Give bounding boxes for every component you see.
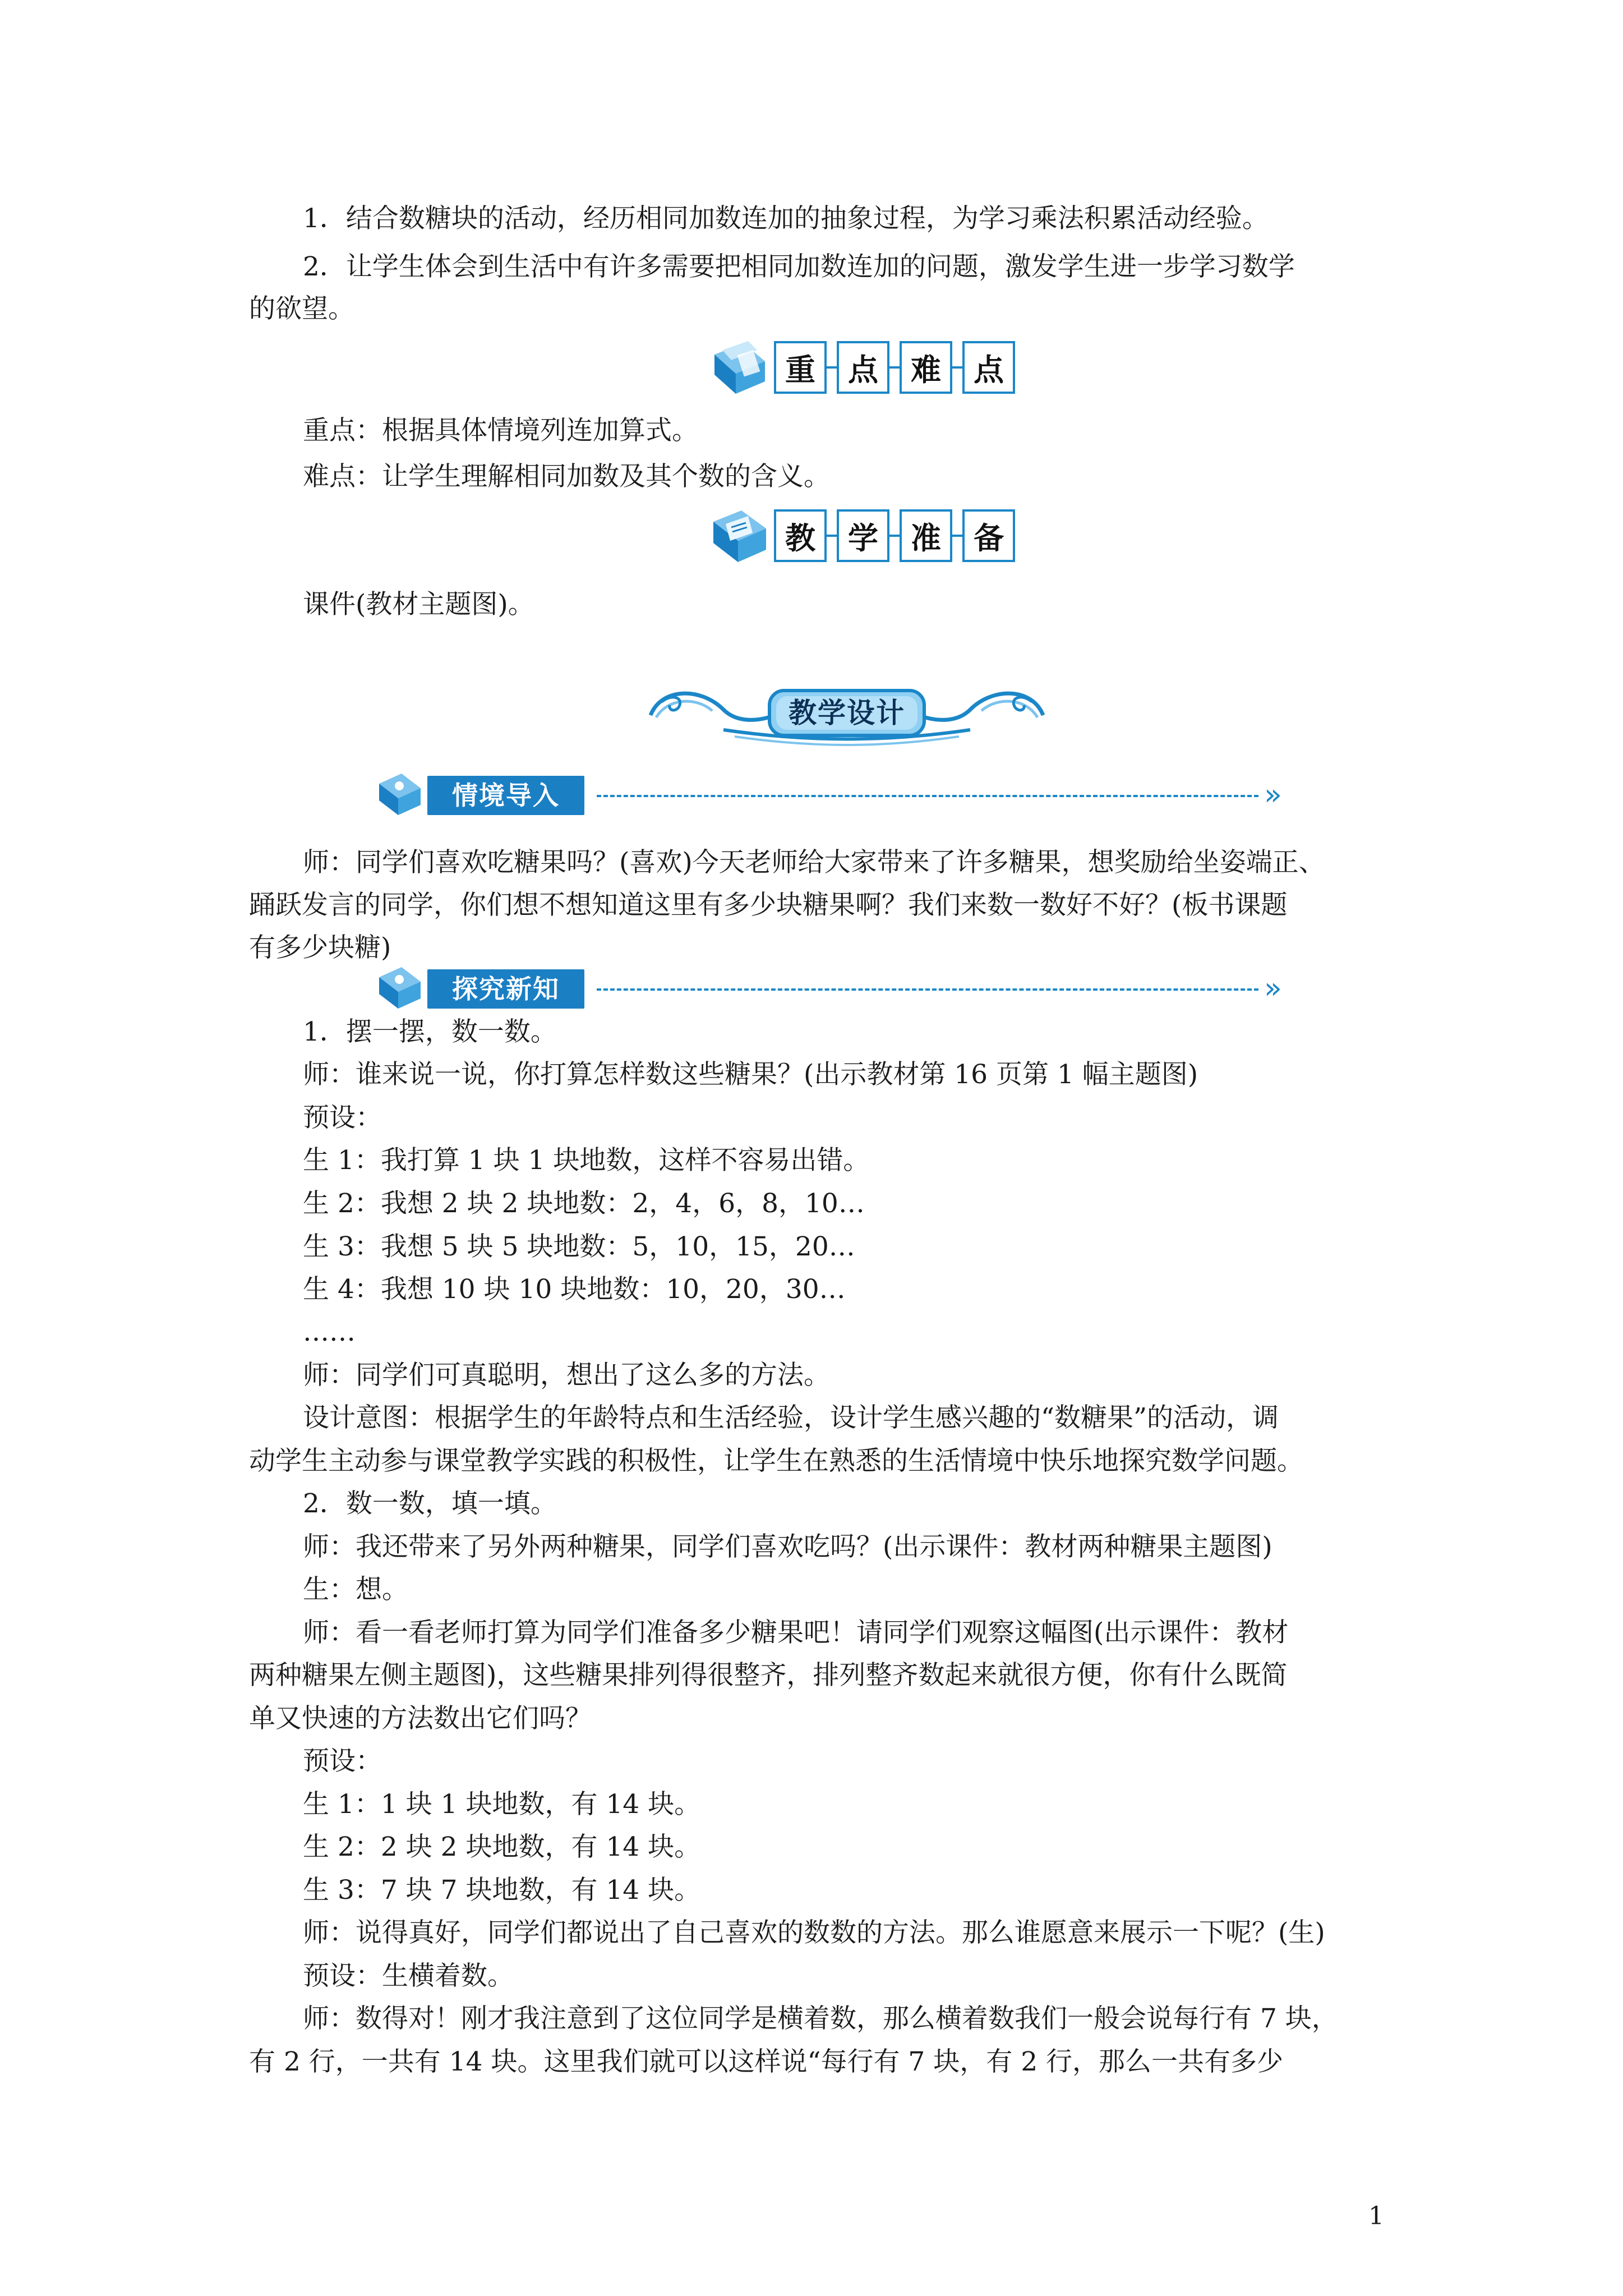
explore-line: 2．数一数，填一填。: [303, 1488, 557, 1519]
folder-icon: [709, 507, 771, 565]
badge-char: 教: [774, 509, 827, 562]
banner-title: 教学设计: [789, 697, 905, 729]
intro-line-1: 师：同学们喜欢吃糖果吗？(喜欢)今天老师给大家带来了许多糖果，想奖励给坐姿端正、: [303, 847, 1325, 878]
objective-2: 2．让学生体会到生活中有许多需要把相同加数连加的问题，激发学生进一步学习数学: [303, 251, 1295, 282]
double-chevron-icon: »: [1264, 972, 1282, 1005]
explore-line: 生 4：我想 10 块 10 块地数：10，20，30…: [303, 1274, 846, 1305]
explore-line: 1．摆一摆，数一数。: [303, 1016, 557, 1047]
explore-line: 生 3：我想 5 块 5 块地数：5，10，15，20…: [303, 1231, 855, 1262]
badge-char: 点: [837, 341, 889, 394]
explore-line: 生 1：我打算 1 块 1 块地数，这样不容易出错。: [303, 1145, 870, 1176]
badge-char: 重: [774, 341, 827, 394]
badge-char: 学: [837, 509, 889, 562]
explore-line: 师：谁来说一说，你打算怎样数这些糖果？(出示教材第 16 页第 1 幅主题图): [303, 1059, 1198, 1090]
section-label: 情境导入: [427, 776, 584, 815]
section-icon: [377, 771, 423, 817]
badge-char: 备: [962, 509, 1015, 562]
badge-char: 难: [900, 341, 952, 394]
section-icon: [377, 965, 423, 1011]
badge-char: 点: [962, 341, 1015, 394]
key-points-badge: [709, 337, 1004, 399]
key-point: 重点：根据具体情境列连加算式。: [303, 415, 698, 446]
objective-1: 1．结合数糖块的活动，经历相同加数连加的抽象过程，为学习乘法积累活动经验。: [303, 203, 1269, 234]
section-header-intro: [377, 771, 1308, 818]
teaching-design-banner: [639, 676, 1054, 749]
preparation-badge: [709, 505, 1004, 568]
dashed-divider: [597, 795, 1258, 797]
difficult-point: 难点：让学生理解相同加数及其个数的含义。: [303, 461, 830, 492]
explore-line: 生 2：2 块 2 块地数，有 14 块。: [303, 1832, 701, 1862]
explore-line: 生 3：7 块 7 块地数，有 14 块。: [303, 1875, 701, 1906]
page-number: 1: [1368, 2202, 1384, 2230]
section-header-explore: [377, 965, 1308, 1012]
objective-2-cont: 的欲望。: [249, 293, 354, 324]
intro-line-3: 有多少块糖): [249, 932, 391, 963]
explore-line: 师：数得对！刚才我注意到了这位同学是横着数，那么横着数我们一般会说每行有 7 块，: [303, 2003, 1338, 2034]
explore-line: 师：我还带来了另外两种糖果，同学们喜欢吃吗？(出示课件：教材两种糖果主题图): [303, 1531, 1272, 1562]
design-intent-cont: 动学生主动参与课堂教学实践的积极性，让学生在熟悉的生活情境中快乐地探究数学问题。: [249, 1446, 1303, 1476]
explore-line: 预设：: [303, 1102, 382, 1133]
explore-line: 有 2 行，一共有 14 块。这里我们就可以这样说“每行有 7 块，有 2 行，那么一共有多少: [249, 2046, 1284, 2077]
explore-line: 师：说得真好，同学们都说出了自己喜欢的数数的方法。那么谁愿意来展示一下呢？(生): [303, 1917, 1325, 1948]
explore-line: 生：想。: [303, 1574, 408, 1605]
book-stack-icon: [709, 339, 771, 397]
section-label: 探究新知: [427, 969, 584, 1009]
explore-line: ……: [303, 1317, 356, 1347]
explore-line: 两种糖果左侧主题图)，这些糖果排列得很整齐，排列整齐数起来就很方便，你有什么既简: [249, 1660, 1288, 1691]
dashed-divider: [597, 988, 1258, 991]
badge-char: 准: [900, 509, 952, 562]
double-chevron-icon: »: [1264, 778, 1282, 812]
intro-line-2: 踊跃发言的同学，你们想不想知道这里有多少块糖果啊？我们来数一数好不好？(板书课题: [249, 890, 1288, 921]
explore-line: 生 2：我想 2 块 2 块地数：2，4，6，8，10…: [303, 1188, 865, 1219]
design-intent: 设计意图：根据学生的年龄特点和生活经验，设计学生感兴趣的“数糖果”的活动，调: [303, 1402, 1279, 1433]
preparation-text: 课件(教材主题图)。: [303, 589, 534, 620]
explore-line: 单又快速的方法数出它们吗？: [249, 1703, 592, 1734]
explore-line: 预设：生横着数。: [303, 1961, 514, 1991]
explore-line: 师：同学们可真聪明，想出了这么多的方法。: [303, 1360, 830, 1391]
explore-line: 生 1：1 块 1 块地数，有 14 块。: [303, 1789, 701, 1820]
explore-line: 预设：: [303, 1746, 382, 1777]
explore-line: 师：看一看老师打算为同学们准备多少糖果吧！请同学们观察这幅图(出示课件：教材: [303, 1617, 1289, 1648]
